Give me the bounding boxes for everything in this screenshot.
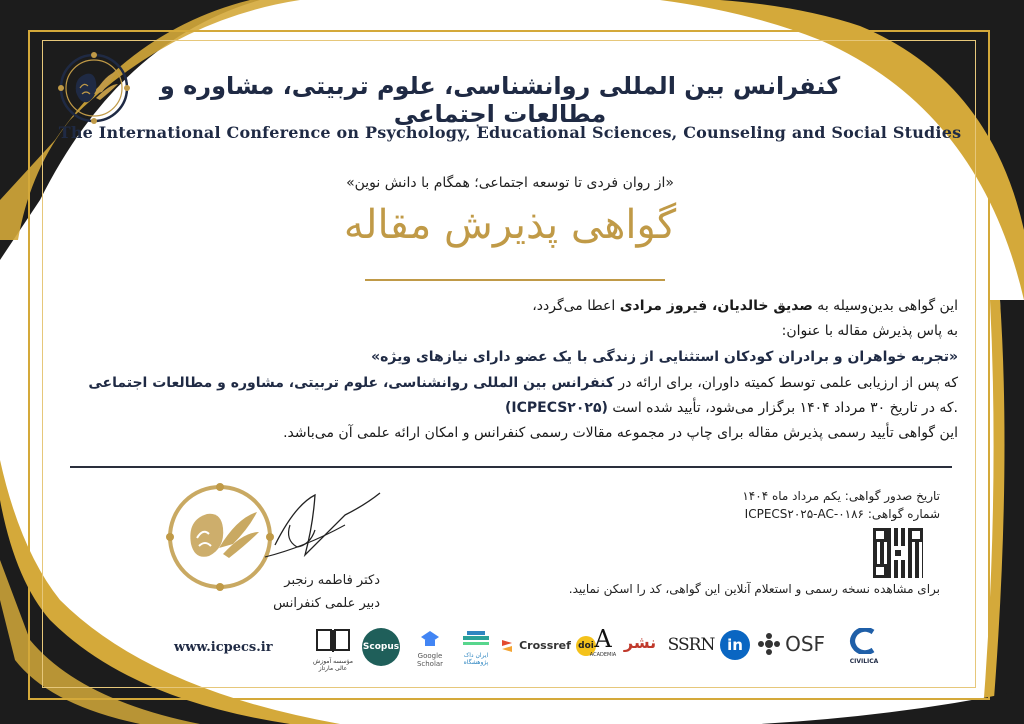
conference-title-en: The International Conference on Psychology, Educational Sciences, Counseling and Social Studies	[58, 123, 962, 142]
civilica-label: CIVILICA	[849, 658, 879, 665]
title-underline	[365, 279, 665, 281]
section-divider	[70, 466, 952, 468]
confirmation-line: این گواهی تأیید رسمی پذیرش مقاله برای چاپ در مجموعه مقالات رسمی کنفرانس و امکان ارائه علمی آن می‌باشد.	[283, 425, 958, 441]
partner-logo-civilica	[842, 628, 886, 665]
partner-logo-ssrn: SSRN	[667, 635, 715, 655]
google-scholar-label: Google Scholar	[416, 652, 444, 668]
paper-title: «تجربه خواهران و برادران کودکان استثنایی از زندگی با یک عضو دارای نیازهای ویژه»	[371, 349, 958, 365]
date-line	[78, 400, 958, 416]
review-line	[78, 375, 958, 391]
crossref-label: Crossref	[519, 639, 571, 652]
partner-logo-google-scholar	[404, 630, 456, 668]
irandoc-icon	[461, 630, 491, 648]
qr-note: برای مشاهده نسخه رسمی و استعلام آنلاین این گواهی، کد را اسکن نمایید.	[568, 582, 940, 596]
qr-code[interactable]	[873, 528, 923, 578]
acceptance-line: به پاس پذیرش مقاله با عنوان:	[781, 323, 958, 339]
award-text-a: این گواهی بدین‌وسیله به	[812, 298, 958, 314]
conference-name-inline: کنفرانس بین المللی روانشناسی، علوم تربیتی، مشاوره و مطالعات اجتماعی	[88, 375, 614, 391]
academia-label: ACADEMIA	[589, 652, 617, 658]
crossref-icon	[500, 638, 514, 654]
scholar-cap-icon	[420, 630, 440, 648]
partner-logo-nashr: نشر	[623, 633, 657, 652]
partner-logo-ias	[310, 628, 356, 670]
osf-label: OSF	[785, 632, 826, 656]
conference-logo	[58, 52, 130, 124]
date-text: که در تاریخ ۳۰ مرداد ۱۴۰۴ برگزار می‌شود، تأیید شده است.	[607, 400, 958, 416]
signer-name: دکتر فاطمه رنجبر	[284, 573, 380, 588]
issue-date: تاریخ صدور گواهی: یکم مرداد ماه ۱۴۰۴	[742, 489, 940, 503]
author-names: صدیق خالدیان، فیروز مرادی	[619, 298, 813, 314]
partner-logo-scopus: Scopus	[362, 628, 400, 666]
civilica-icon	[849, 628, 879, 654]
certificate-title: گواهی پذیرش مقاله	[343, 202, 677, 248]
partner-logo-crossref	[500, 635, 592, 657]
osf-icon	[758, 633, 780, 655]
book-icon	[315, 628, 351, 654]
signer-role: دبیر علمی کنفرانس	[273, 596, 380, 611]
certificate-number: شماره گواهی: ICPECS۲۰۲۵-AC-۰۱۸۶	[744, 507, 940, 521]
partner-logo-osf	[758, 632, 838, 656]
irandoc-label: ایران داک پژوهشگاه	[463, 652, 489, 666]
conference-motto: «از روان فردی تا توسعه اجتماعی؛ همگام با دانش نوین»	[346, 175, 674, 191]
partner-logo-academia	[588, 626, 618, 658]
partner-logo-irandoc	[456, 630, 496, 666]
website-link[interactable]: www.icpecs.ir	[174, 640, 273, 655]
doi-badge: doi	[576, 636, 596, 656]
ias-caption: مؤسسه آموزش عالی مارتاز	[312, 658, 354, 672]
partner-logo-linkedin: in	[720, 630, 750, 660]
review-text: که پس از ارزیابی علمی توسط کمیته داوران، برای ارائه در	[613, 375, 958, 391]
award-line	[78, 298, 958, 314]
conference-code: (ICPECS۲۰۲۵)	[504, 400, 608, 416]
conference-title-fa: کنفرانس بین المللی روانشناسی، علوم تربیتی، مشاوره و مطالعات اجتماعی	[159, 72, 841, 128]
academia-letter: A	[594, 625, 612, 653]
signature	[255, 485, 385, 575]
award-text-b: اعطا می‌گردد،	[532, 298, 620, 314]
